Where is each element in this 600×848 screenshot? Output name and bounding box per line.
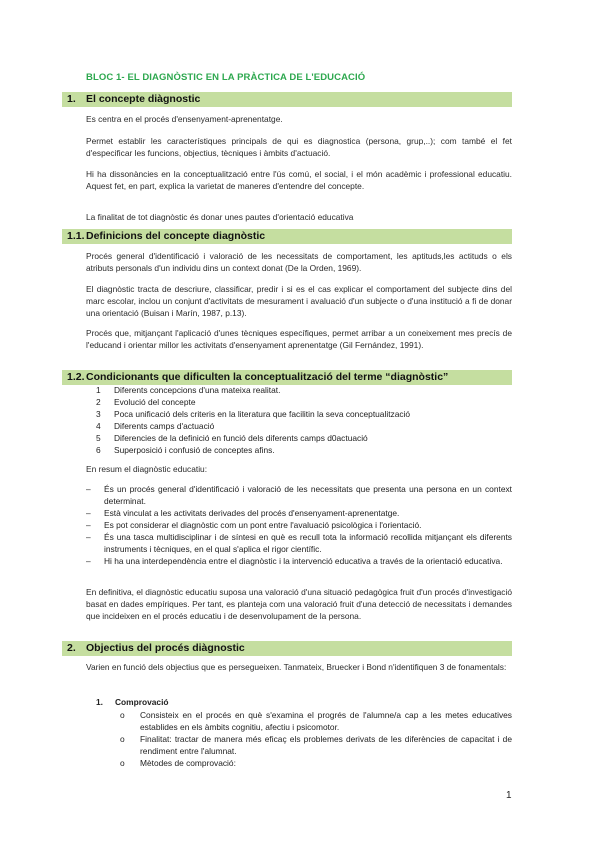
section-title: Definicions del concepte diagnòstic [86,230,266,242]
subsection-title: Comprovació [115,697,169,707]
paragraph: Permet establir les característiques principals de qui es diagnostica (persona, grup,..); com també el fet d'especificar les funcions, objectius, tècniques i àmbits d'actuació. [86,136,512,158]
list-item: – És una tasca multidisciplinar i de síntesi en què es recull tota la informació recollida mitjançant els diferents instruments i tècniques, en el qual s'aplica el rigor científic. [86,532,512,554]
list-item: 5 Diferencies de la definició en funció dels diferents camps d0actuació [96,433,368,443]
paragraph: En resum el diagnòstic educatiu: [86,464,208,474]
list-item: – Està vinculat a les activitats derivades del procés d'ensenyament-aprenentatge. [86,508,400,518]
paragraph: La finalitat de tot diagnòstic és donar unes pautes d'orientació educativa [86,212,354,222]
subsection-number: 1. [96,697,103,707]
list-item: 2 Evolució del concepte [96,397,196,407]
section-title: Condicionants que dificulten la conceptualització del terme “diagnòstic” [86,371,449,383]
list-item: 6 Superposició i confusió de conceptes afins. [96,445,275,455]
list-item: – És un procés general d'identificació i valoració de les necessitats que presenta una persona en un context determinat. [86,484,512,506]
section-2-heading [62,641,512,656]
list-item: o Mètodes de comprovació: [120,758,236,768]
section-number: 1. [67,93,76,105]
numbered-list [96,384,512,456]
list-item: o Consisteix en el procés en què s'examina el progrés de l'alumne/a cap a les metes educatives establides en els àmbits cognitiu, afectiu i psicomotor. [120,710,512,732]
section-title: Objectius del procés diàgnostic [86,642,245,654]
section-1-1-heading [62,229,512,244]
paragraph: Varien en funció dels objectius que es persegueixen. Tanmateix, Bruecker i Bond n'identifiquen 3 de fonamentals: [86,662,507,672]
paragraph: Procés que, mitjançant l'aplicació d'unes tècniques específiques, permet arribar a un coneixement mes precís de l'educand i orientar millor les activitats d'ensenyament aprenentatge (Gil Fernández, 1991). [86,328,512,350]
dash-list [86,483,512,567]
section-number: 2. [67,642,76,654]
document-title: BLOC 1- EL DIAGNÒSTIC EN LA PRÀCTICA DE L'EDUCACIÓ [86,72,366,83]
section-number: 1.2. [67,371,85,383]
section-title: El concepte diàgnostic [86,93,201,105]
paragraph: Hi ha dissonàncies en la conceptualització entre l'ús comú, el social, i el món acadèmic i professional educatiu. Aquest fet, en part, explica la varietat de maneres d'entendre del concepte. [86,169,512,191]
section-1-heading [62,92,512,107]
paragraph: Es centra en el procés d'ensenyament-aprenentatge. [86,114,283,124]
paragraph: Procés general d'identificació i valoració de les necessitats de comportament, les aptituds,les actituds o els atributs personals d'un individu dins un context donat (De la Orden, 1969). [86,251,512,273]
list-item: 4 Diferents camps d'actuació [96,421,215,431]
paragraph: En definitiva, el diagnòstic educatiu suposa una valoració d'una situació pedagògica fruit d'un procés d'investigació basat en dades empíriques. Per tant, es planteja com una valoració fruit d'una detecció de necessitats i demandes que incideixen en el procés educatiu i de desenvolupament de la persona. [86,587,512,621]
list-item: – Hi ha una interdependència entre el diagnòstic i la intervenció educativa a través de la orientació educativa. [86,556,503,566]
list-item: o Finalitat: tractar de manera més eficaç els problemes derivats de les diferències de capacitat i de rendiment entre l'alumnat. [120,734,512,756]
section-number: 1.1. [67,230,85,242]
page-number: 1 [506,790,512,801]
list-item: – Es pot considerar el diagnòstic com un pont entre l'avaluació psicològica i l'orientació. [86,520,422,530]
paragraph: El diagnòstic tracta de descriure, classificar, predir i si es el cas explicar el comportament del subjecte dins del marc escolar, inclou un conjunt d'activitats de mesurament i avaluació d'un subjecte o d'una institució a fi de donar una orientació (Buisan i Marín, 1987, p.13). [86,284,512,318]
list-item: 1 Diferents concepcions d'una mateixa realitat. [96,385,281,395]
list-item: 3 Poca unificació dels criteris en la literatura que facilitin la seva conceptualització [96,409,411,419]
section-1-2-heading [62,370,512,385]
circle-bullet-list [116,709,512,769]
